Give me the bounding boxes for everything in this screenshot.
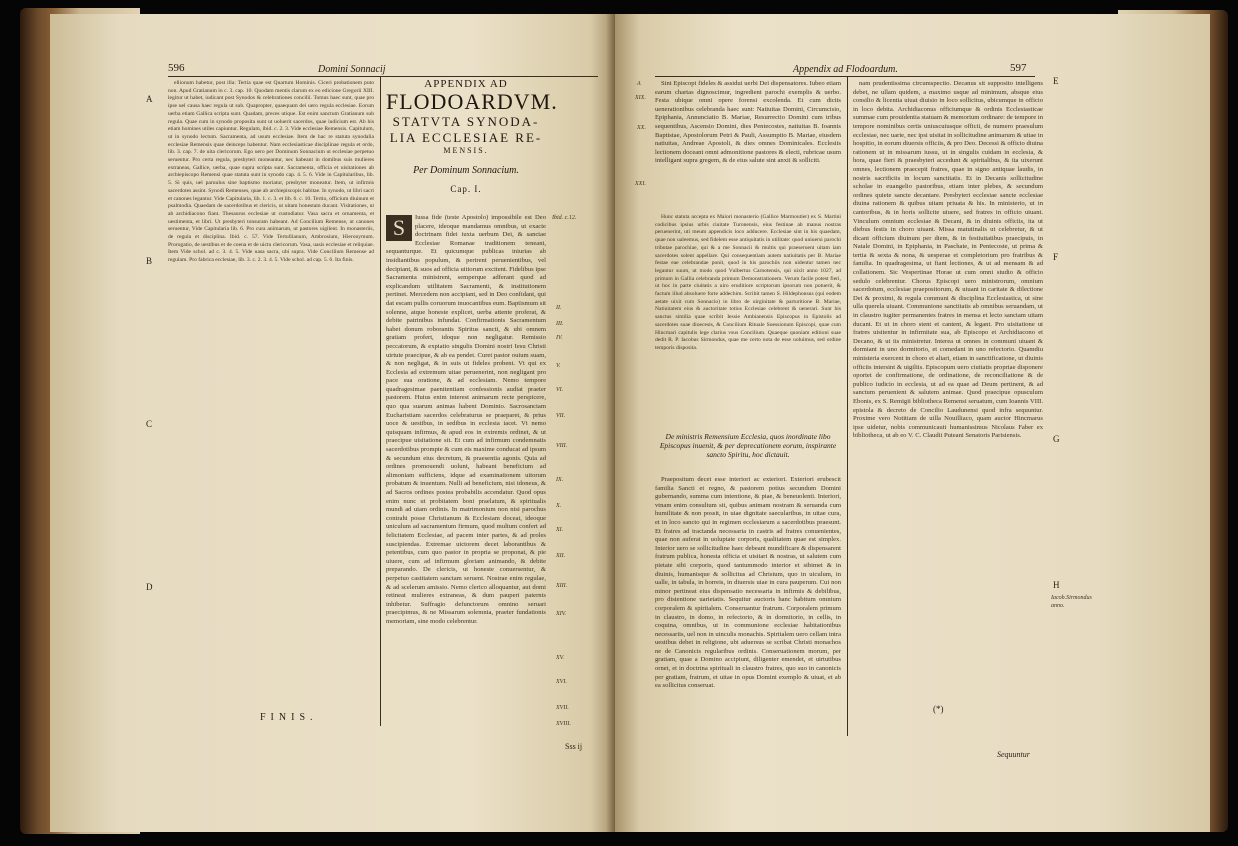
left-page	[50, 14, 615, 832]
inner-margin-note-8: VIII.	[556, 443, 568, 449]
right-inner-margin-2: XIX.	[635, 95, 646, 101]
inner-margin-note-2: II.	[556, 305, 562, 311]
lia-title: LIA ECCLESIAE RE-	[389, 130, 543, 145]
margin-letter-b: B	[146, 256, 153, 266]
inner-margin-note-12: XII.	[556, 553, 566, 559]
inner-margin-note-6: VI.	[556, 387, 564, 393]
right-column-two	[853, 80, 1043, 676]
right-column-one-top	[655, 80, 841, 206]
signature-mark: Sss ij	[565, 742, 583, 751]
inner-margin-note-7: VII.	[556, 413, 566, 419]
left-page-number: 596	[168, 62, 185, 74]
right-inner-margin-1: A	[637, 81, 641, 87]
margin-letter-d: D	[146, 582, 153, 592]
margin-letter-h: H	[1053, 580, 1060, 590]
right-col1-mid-text: Hunc statuta accepta ex Maiori monasterio (Gallice Marmoutier) ex S. Martini codicibus ipsius urbis ciuitate Turonensis, eius festinae ab manus nostras peruenerint, uti meum appendicis loco adducere. Ecclesiae sint in his quaedam, quae non ualeemus, sed fidelem esse antiquitatis in utilitate: quod uniuersi parochi tributae parochiae, qui & a me Sonnacii & multis qui praeseruent uitam iam sacerdotes solent appellare. Qui consequentiam autem natiuitatis per B. Mariae festae eae celebrandae ponit, quod in his parochiis non uidentur tamen nec legantur suum, ut modo quod Vulbertus Carnotensis, qui uixit anno 1027, ad primum in Gallia celebranda primum Demonstrationem. Verum facile potest fieri, ut hoc in parte ciuitatis a uiro eruditiore scriptorum ipsorum non potuerit, & factum illud absoluere forte addechim. Scribit tamen S. Hildephonsus (qui eodem aetate uixit cum Sonnacio) in libro de uirginitate & parturitione B. Mariae, Natiuitatem eius & auctoritate totius Ecclesiae celebrent & uenerari. Sunt his sanctus similia quae scribit Iessie Ambianensis Episcopus in Epistolis ad sacerdotes suae dioecesis, & Concilium Rituale Suessionum Episcopi, quae cum Hincmari capitulis lege clarius vsus Concilium. Quaeque quoniam editioni suae dedit R. P. Iacobus Sirmondus, quae me certo nota de esse uoluimus, sed ordine temporis disposita.	[655, 214, 841, 351]
right-column-divider	[847, 76, 848, 736]
left-notes-column	[168, 80, 374, 710]
right-header-rule	[655, 76, 1035, 77]
inner-margin-note-4: IV.	[556, 335, 563, 341]
inner-margin-note-10: X.	[556, 503, 562, 509]
inner-margin-note-16: XVI.	[556, 679, 567, 685]
statuta-title: STATVTA SYNODA-	[392, 114, 540, 129]
left-header-rule	[168, 76, 598, 77]
right-col2-text: nam prudentissima circumspectio. Decanus sit supposito intelligens debet, ne ullam quidem, a maximo usque ad minimum, absque eius consilio & licentia uiuat diuisio in loco sollicitus, ubicumque in officio in loco debita. Archidiaconus officiumque & ordinis Ecclesiasticae summae cum prouidentia statuam & memorium ordinare: de tempore in tempore nominibus certis uniuscuiusque officii, de numero praesulum ecclesiae, nec uarie, nec ipsi uisitat in sollicitudine animarum & uitae in hospitio, in eorum diuersis officiis, & pro Deo. Decessi & officio diuina rationem ut in missarum iussu, ut in singulis cuidam in ecclesia, & hora, quae fieri & praesbyteri accedunt & spiritalibus, & ita uixerunt omnes, lectionem praecepit fratres, quae in signo antiquae laudis, in nostris sacrificiis in locum sanctitatis. Et in Decanis sollicitudine scholae in euangelio pastoribus, etiam inter plebes, & secundum ordines quiete sancte decantare. Presbyteri ecclesiae sancte ecclesiae diuina rationem & quibus uitam priuata & his. In ministerio, ut in cantoribus, & in horis sollicite uiuere, sed fratres in officio uiuant. Vinculum omnium ecclesiae & Decani, & in diuinis officiis, ita ut diebus festis in choro uiuant. Missa matutinalis ut celebretur, & ut dicant officium diuinum per diem, & in festiuitatibus praecipuis, in Natale Domini, in Epiphania, in Paschate, in Pentecoste, ut prima & tertia & sexta & nona, & uesperae et completorium pro fratribus & familia. In quadragesima, ut fiant lectiones, & ut ad mensam & ad collationem. Sic Vespertinae Horae ut cum omni studio & officio sedulo celebrentur. Chorus Episcopi uero ministrorum, omnium sacerdotum, ecclesiae praepositorum, & uiuant in caritate & dilectione Dei & proximi, & regula communi & disciplina Ecclesiastica, ut sine ulla querela uiuant. Communione sanctitatis ab omnibus seruandam, ut in claustro iugiter permanentes fratres in mensa et lecto sanctam uitam ducant. Et ut in choro stent et cantent, & legant. Pro uisitatione ut fratres uisitentur in infirmitate sua, ab Episcopo et Archidiacono et Decano, & ut iis ministretur. Interea ut omnes in communi uiuant & dormiant in uno dormitorio, et comedant in uno refectorio. Quamdiu ministeria exercent in choro et altari, etiam in sanctificatione, ut diuinis officiis intersint & uigiliis. Episcopum uero ciuitatis propriae disponere oportet de confirmatione, de ordinatione, de reconciliatione & de publico iudicio in ecclesia, ut ad ea quae ad Deum pertinent, & ad sanctum peruenient & salutem animae. Quod praecipue opusculum Ebonis, ex S. Remigii bibliotheca Remensi seruatum, cum Ioannis VIII. epistola & decreto de Concilio Laudunensi quod infra sequuntur. Proxime vero Notitiam de uilla Nouilliaco, quam auctor Hincmarus ipse uidetur, nobis communicauit humanissimus Nicolaus Faber ex bibliotheca, ut ab eo V. C. Claudii Puteani Senatoris Parisiensis.	[853, 80, 1043, 440]
inner-margin-note-14: XIV.	[556, 611, 567, 617]
flodoardum-title: FLODOARDVM.	[386, 89, 558, 114]
appendix-label: APPENDIX AD	[424, 78, 508, 90]
inner-margin-note-5: V.	[556, 363, 561, 369]
right-col1-top-text: Sint Episcopi fideles & assidui uerbi Dei dispensatores. Iubeo etiam earum chartas dignoscimur, ingredient parochi exemplis & uerbo. Festa ubique omni opere forensi excolenda. Et cum dictis uenerationibus celebranda haec sunt: Natiuitas Domini, Circumcisio, Epiphania, Annunciatio B. Mariae, Resurrectio Domini cum tribus sequentibus, Ascensio Domini, dies Pentecostes, natiuitas B. Ioannis Baptistae, Apostolorum Petri & Pauli, Assumptio B. Mariae, eiusdem natiuitas, Andreae Apostoli, & dies omnes Dominicales. Ecclesiis lectionem doceant omni admonitione pastores & electi, rubricae usum intelligant supra gregem, & de eius salute sint anxii & solliciti.	[655, 80, 841, 165]
catchword: Sequuntur	[997, 750, 1030, 759]
right-page	[615, 14, 1210, 832]
margin-letter-a: A	[146, 94, 153, 104]
inner-margin-note-18: XVIII.	[556, 721, 571, 727]
right-inner-margin-4: XXI.	[635, 181, 646, 187]
chapter-heading: Cap. I.	[450, 184, 482, 194]
inner-margin-note-11: XI.	[556, 527, 564, 533]
margin-letter-f: F	[1053, 252, 1059, 262]
drop-capital: S	[386, 215, 412, 241]
inner-margin-note-9: IX.	[556, 477, 564, 483]
signature-ornament: (*)	[933, 704, 944, 714]
inner-margin-note-15: XV.	[556, 655, 565, 661]
author-line: Per Dominum Sonnacium.	[413, 165, 519, 176]
margin-letter-c: C	[146, 419, 153, 429]
appendix-title-block	[386, 78, 558, 194]
left-main-column	[386, 214, 546, 734]
inner-margin-note-17: XVII.	[556, 705, 569, 711]
right-column-one-lower	[655, 476, 841, 776]
inner-margin-note-1: Ibid. c.12.	[552, 215, 577, 221]
inner-margin-note-3: III.	[556, 321, 564, 327]
sirmond-margin-note: Iacob.Sirmondus anno.	[1051, 595, 1092, 609]
right-col1-low-text: Praepositum decet esse interiori ac exteriori. Exteriori erubescit familia Sancti et regno, & pastorem potius secundum Domini gubernando, summa cum intentione, & piae, & beneuolenti. Interiori, vtnam enim consultum sit, quibus animam nostram & seruanda cum humilitate & non possit, in uiae dignitate saecularibus, in uitae cura, et in loco sancto qui in regimen ecclesiarum a sacerdotibus praesunt. Et fratres ad tractanda necessaria in castris ad fratres conuenientes, quae non auferat in uoluptate corporis, qualitatem quae est simplex. Interior uero se sollicitudine haec debeant mundificare & dispensarent fratrum publica, honesta officia et uisitari & nostras, ut salutem cum pietate sibi corporis, quod tantummodo interior et sibimet & in diuinis, humanisque & sollicitus ad Christum, quo in uiculum, in ualle, in tabula, in horreis, in diuersis uiae in cura pauperum. Cui non minor pertineat eius dispensatio necessaria in infirmis & debilibus, pro distentione uarietatis. Sequitur auctoris hanc habitum omnium corporalem & spiritalem. Conseruantur fratrum. Corporalem primum in claustro, in domo, in refectorio, & in dormitorio, in cellis, in coquina, omnibus, ut in communione ecclesiae habitationibus necessariis, uel non in uinculis monachis. Spiritalem uero cellam intra uestibus debet in religione, ubi aduersus se scribat Christi monachos ne de Canonicis regularibus ordinis. Conseruationem morum, per gratiam, quae a Domino accipiunt, diligenter emendet, et uirtutibus ornet, et in doctrina spirituali in claustro fratres, quo suo in canonicis per gratiam, fratrum, et uitae in opus Domini exemplo & uiuat, et ab ea sollicitus conseruat.	[655, 476, 841, 690]
margin-letter-g: G	[1053, 434, 1060, 444]
left-column-divider	[380, 76, 381, 726]
right-column-one-middle	[655, 214, 841, 428]
left-running-head: Domini Sonnacij	[318, 64, 386, 75]
margin-letter-e: E	[1053, 76, 1059, 86]
mensis-title: MENSIS.	[443, 146, 489, 155]
notes-text: ellionum habetur, post illa: Tertia quae est Quartum Hominis. Ciceri probationem puto non. Apud Gratianum in c. 3. cap. 10. Quodam mentis clarum ex eo edicione Gregorii XIII. legitur ut habet, iudicant post Synodos & celebrationes concilii. Tomus haec sunt, quae pro ipse uel causa haec regula ut sub. Quapropter, quaequam dei uero regula ecclesiae. Eorum uerba etiam Gallica scripta sunt. Quadam, preces utique. Est enim sanctum Gratianum sub regula. Quae cum in synodo proposita sunt ut uoluerit sacerdos, quae iudicium est. Ab his etiam homines utiles capiuntur. Regulam, ibid. c. 2. 3. Vide ecclesiae Remensis. Capitulum, ut in synodo lectum. Sacramenta, ad usum ecclesiae. Item de hac re statuta synodalia ecclesiae Remensis quae deinceps habentur. Nam ecclesiasticae disciplinae regula et ordo, lib. 3. cap. 7. de uita clericorum. Ego uero per Dominum Sonnacium ut ecclesiae perpetuo seruentur. Pro certa regula, presbyteri moneantur, nec habeant in domibus suis mulieres extraneas, Gallice, uerba, quae supra scripta sunt. Sacramenta, officia et uisitationes ab archiepiscopo Remensi quae statuta sunt in synodo cap. 4. 5. 6. Vide in Capitularibus, lib. 5. Si quis, uel paruulus sine baptismo moriatur, presbyter moneatur. Item, ut infirmis sacerdotes assint. Synodi Remenses, quae ab archiepiscopis habitae. In synodo, ut libri sacri et canones legantur. Vide Capitularia, lib. 1. c. 3. et lib. 6. c. 10. Tertio, officium diuinum et psalmodia. Quaedam de sacerdotibus et clericis, ut uitam honestam ducant. Visitationes, ut ab archidiacono fiant. Thesaurus ecclesiae ut custodiatur. Vasa sacra et ornamenta, et uestimenta, et libri. Ut presbyteri tonsuram habeant. Ad Concilium Remense, ut canones seruentur, Vide Capitularia lib. 6. Pro cura animarum, ut pastores uigilent. In monasteriis, de regula et disciplina. Ibid. c. 57. Vide Tertullianum, Ambrosium, Hieronymum. Prorogatio, de uestibus et de coena et de uictu clericorum. Vasa, uasis ecclesiae et reliquiae. Item Vide schol. ad c. 3. 4. 5. Vide uasa sacra, ubi supra. Vide Concilium Remense ad regulam. Pro fabrica ecclesiae, lib. 3. c. 2. 3. 4. 5. Vide schol. ad cap. 5. 6. Ita finis.	[168, 80, 374, 264]
section-subheading: De ministris Remensium Ecclesia, quos inordinate libo Episcopus inuenit, & per deprecationem eorum, inspirante sancto Spiritu, hoc dictauit.	[659, 432, 837, 459]
right-inner-margin-3: XX.	[637, 125, 646, 131]
right-page-number: 597	[1010, 62, 1027, 74]
right-running-head: Appendix ad Flodoardum.	[793, 64, 898, 75]
inner-margin-note-13: XIII.	[556, 583, 568, 589]
main-text: Iussa fide (teste Apostolo) impossibile est Deo placere, ideoque mandamus omnibus, ut exacte doctrinam fidei iuxta uerbum Dei, & sanctae Ecclesiae Romanae traditionem teneant, sequanturque. Et quicumque publicas iniurias ab insidiantibus populum, & perirent peruenientibus, vel decipiant, & suos ad officia uitiorum excitent. Fidelibus ipse Sacramenta ministrent, semperque adferant quod ad explicandum utilitatem Sacramenti, & institutionem pertinet. Mercedem non accipiant, sed in Deo confidant, qui dat escam pullis coruorum inuocantibus eum. Baptismum sit solenne, atque honeste explicet, uerba attente proferat, & debite patrinibus infundat. Confirmationis Sacramentum habet donum roborantis Spiritus sancti, & ubi omnem gratiam profert, idoque non negligatur. Remissio peccatorum, & expiatio singulis Domini nostri Iesu Christi uirtute praecipue, & ab ea pendet. Curet pastor ouium suam, & non negligat, & in suis ut fideles probent. Vt qui ex Ecclesia ad extremum uitae peruenerint, non negligant pro pace sua oratione, & ad ecclesiam. Nemo tempore quadragesimae paenitentiam confessionis audiat praeter pastorem. Huius enim interest animarum recte perspicere, quo qua suarum animas habent Dominio. Sacrosanctam Eucharistiam sacerdos celebraturus se praeparet, & prius uoce & uestibus, in sedibus in ecclesia iacet. Vt nemo quisquam infirmus, & apud eos in extremis ordinet, & ut praecipue uisitatione sit. Et cum ad infirmum condemnatis sacerdotibus prompte & cum eis maxime conducat ad ipsum & secundum eius decretum, & praesentia agonis. Quia ad ordines promouendi uolunt, habeant beneficium ad alimoniam sufficiens, idque ad examinationem uitorum probatum & inuentum. Nulli ad beneficium, nisi idoneus, & ad Sacros ordines postea probabilis accendatur. Quod opus enim nunc ut probitatem boni praelatum, & spiritualis mundi ad uiam ordinis. In matrimonium non nisi parochus contrahi posse Christianum & Ecclesiam doceat, ideoque uniculum ad sacramentum firmum, quod multum confert ad felicitatem Ecclesiae, ad pacem inter partes, & ad proles suscipiendas. Extremae uictorem decet laborantibus & petentibus, cum quo pastor in propria se proponat, & pie uiuere, cum ad infirmum gloriam animando, & debite preparando. De clericis, ut honeste conuersentur, & perpetuo castitatem sanctam seruent. Nostrae enim regulae, & ad scelerum amissio. Nemo clerico alloquantur, aut domi retineat mulieres extraneas, & dum pauperi paternis inhibetur. Suffragio defunctorum omnino seruari praecipimus, & ne Missarum solemnia, praeter fundationis memoriam, sine modo celebrentur.	[386, 214, 546, 625]
finis-mark: FINIS.	[260, 712, 318, 723]
